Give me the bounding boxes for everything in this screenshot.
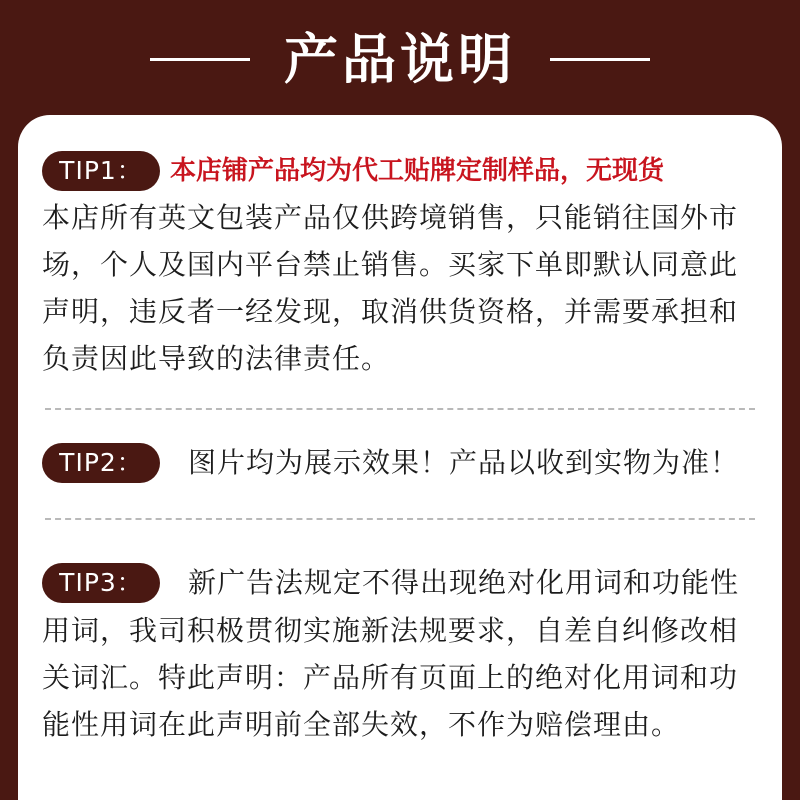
header-right-rule	[550, 58, 650, 61]
tip1-line: 声明，违反者一经发现，取消供货资格，并需要承担和	[42, 295, 739, 328]
tip1-line: 负责因此导致的法律责任。	[42, 342, 391, 375]
tip1-headline: 本店铺产品均为代工贴牌定制样品，无现货	[170, 156, 665, 186]
header	[0, 0, 800, 115]
page-title: 产品说明	[284, 28, 516, 91]
tip3-line: 关词汇。特此声明：产品所有页面上的绝对化用词和功	[42, 661, 739, 694]
tip1-line: 本店所有英文包装产品仅供跨境销售，只能销往国外市	[42, 201, 739, 234]
tip3-line: 能性用词在此声明前全部失效，不作为赔偿理由。	[42, 708, 681, 741]
tip2-label-badge: TIP2：	[42, 443, 160, 483]
section-divider	[45, 408, 755, 410]
tip3-label-badge: TIP3：	[42, 563, 160, 603]
tip3-paragraph	[42, 607, 762, 748]
section-divider	[45, 518, 755, 520]
tip3-line: 用词，我司积极贯彻实施新法规要求，自差自纠修改相	[42, 614, 739, 647]
tip1-line: 场，个人及国内平台禁止销售。买家下单即默认同意此	[42, 248, 739, 281]
tip2-text: 图片均为展示效果！产品以收到实物为准！	[188, 446, 740, 479]
tip1-label-badge: TIP1：	[42, 151, 160, 191]
tip3-first-line: 新广告法规定不得出现绝对化用词和功能性	[188, 566, 740, 599]
tip1-paragraph	[42, 194, 762, 382]
